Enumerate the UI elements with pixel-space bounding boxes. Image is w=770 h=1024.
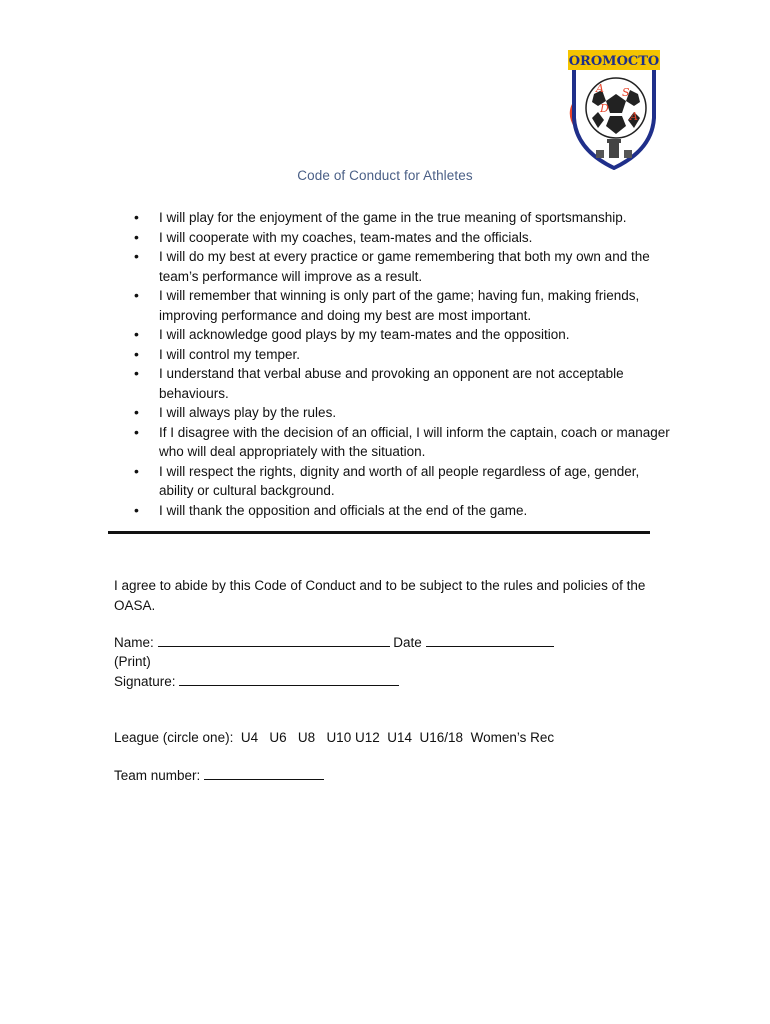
- signature-field[interactable]: [179, 673, 399, 686]
- team-number-row: [114, 766, 324, 785]
- rules-list: [134, 208, 674, 520]
- league-option-u8[interactable]: U8: [297, 730, 316, 745]
- agreement-text: I agree to abide by this Code of Conduct and to be subject to the rules and policies of the OASA.: [114, 578, 646, 613]
- signature-row: [114, 672, 399, 691]
- divider: [108, 531, 650, 534]
- signature-label: Signature:: [114, 674, 176, 689]
- date-field[interactable]: [426, 634, 554, 647]
- list-item: • I will thank the opposition and officials at the end of the game.: [134, 501, 674, 521]
- list-item: • I will cooperate with my coaches, team-mates and the officials.: [134, 228, 674, 248]
- team-number-field[interactable]: [204, 767, 324, 780]
- list-item: • I will play for the enjoyment of the game in the true meaning of sportsmanship.: [134, 208, 674, 228]
- name-field[interactable]: [158, 634, 390, 647]
- list-item: • I will respect the rights, dignity and worth of all people regardless of age, gender, ability or cultural background.: [134, 462, 674, 501]
- soccer-ball-icon: [586, 78, 646, 138]
- list-item: • I understand that verbal abuse and provoking an opponent are not acceptable behaviours.: [134, 364, 674, 403]
- svg-text:A: A: [630, 110, 638, 123]
- list-item: • I will always play by the rules.: [134, 403, 674, 423]
- league-option-u16-18[interactable]: U16/18: [419, 730, 464, 745]
- list-item: • If I disagree with the decision of an official, I will inform the captain, coach or manager who will deal appropriately with the situation.: [134, 423, 674, 462]
- svg-text:D: D: [600, 102, 609, 115]
- print-label: (Print): [114, 654, 151, 669]
- page-title: Code of Conduct for Athletes: [297, 168, 473, 183]
- name-date-row: [114, 633, 554, 652]
- league-option-womens-rec[interactable]: Women’s Rec: [470, 730, 555, 745]
- league-row: [114, 728, 554, 747]
- league-option-u6[interactable]: U6: [269, 730, 287, 745]
- league-option-u12[interactable]: U12: [354, 730, 380, 745]
- league-option-u10[interactable]: U10: [326, 730, 352, 745]
- league-label: League (circle one):: [114, 730, 234, 745]
- list-item: • I will do my best at every practice or game remembering that both my own and the team’s performance will improve as a result.: [134, 247, 674, 286]
- svg-text:S: S: [622, 86, 630, 99]
- list-item: • I will acknowledge good plays by my team-mates and the opposition.: [134, 325, 674, 345]
- name-label: Name:: [114, 635, 154, 650]
- league-option-u4[interactable]: U4: [240, 730, 259, 745]
- league-option-u14[interactable]: U14: [387, 730, 413, 745]
- date-label: Date: [393, 635, 422, 650]
- list-item: • I will control my temper.: [134, 345, 674, 365]
- list-item: • I will remember that winning is only part of the game; having fun, making friends, improving performance and doing my best are most important.: [134, 286, 674, 325]
- team-number-label: Team number:: [114, 768, 201, 783]
- svg-text:A: A: [596, 82, 604, 95]
- logo-text: OROMOCTO: [568, 54, 660, 69]
- oromocto-logo: [566, 46, 662, 170]
